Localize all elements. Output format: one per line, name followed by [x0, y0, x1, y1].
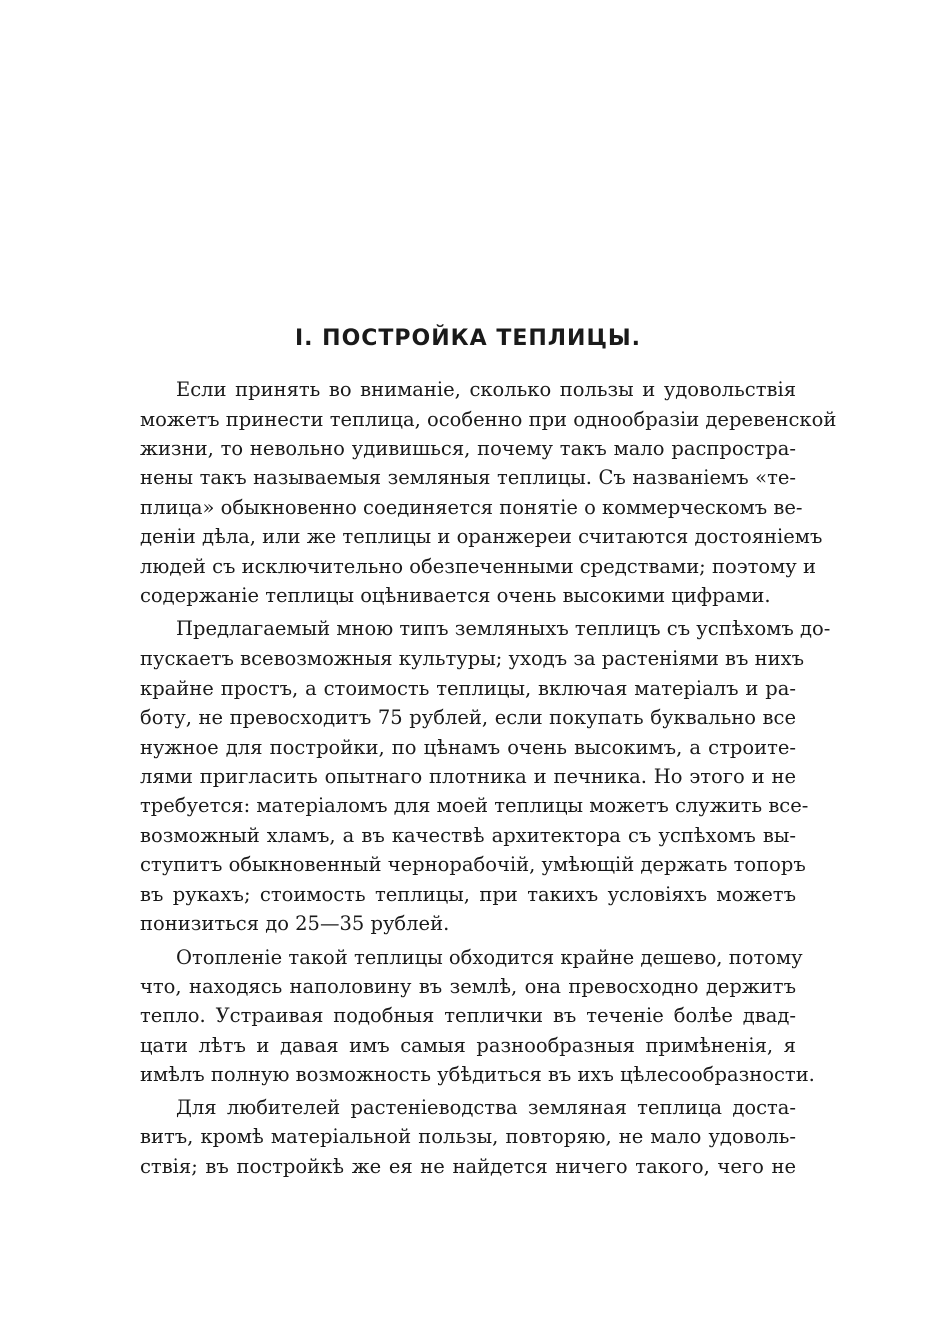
paragraph-1-line: людей съ исключительно обезпеченными средствами; поэтому и [140, 555, 816, 578]
paragraph-2-line: возможный хламъ, а въ качествѣ архитектора съ успѣхомъ вы- [140, 824, 796, 847]
paragraph-2-line: понизиться до 25—35 рублей. [140, 912, 450, 935]
paragraph-3-line: имѣлъ полную возможность убѣдиться въ ихъ цѣлесообразности. [140, 1063, 815, 1086]
paragraph-2-line: требуется: матеріаломъ для моей теплицы можетъ служить все- [140, 794, 809, 817]
paragraph-1-line: жизни, то невольно удивишься, почему такъ мало распростра- [140, 437, 796, 460]
paragraph-4-line: Для любителей растеніеводства земляная теплица доста- [176, 1096, 796, 1119]
paragraph-1-line: можетъ принести теплица, особенно при однообразіи деревенской [140, 408, 837, 431]
paragraph-3-line: цати лѣтъ и давая имъ самыя разнообразныя примѣненія, я [140, 1034, 796, 1057]
paragraph-2-line: въ рукахъ; стоимость теплицы, при такихъ условіяхъ можетъ [140, 883, 796, 906]
paragraph-4-line: витъ, кромѣ матеріальной пользы, повторяю, не мало удоволь- [140, 1125, 796, 1148]
paragraph-1-line: плица» обыкновенно соединяется понятіе о коммерческомъ ве- [140, 496, 803, 519]
paragraph-2-line: Предлагаемый мною типъ земляныхъ теплицъ съ успѣхомъ до- [176, 617, 831, 640]
paragraph-1-line: содержаніе теплицы оцѣнивается очень высокими цифрами. [140, 584, 771, 607]
paragraph-1-line: Если принять во вниманіе, сколько пользы и удовольствія [176, 378, 796, 401]
paragraph-1-line: деніи дѣла, или же теплицы и оранжереи считаются достояніемъ [140, 525, 823, 548]
paragraph-2-line: пускаетъ всевозможныя культуры; уходъ за растеніями въ нихъ [140, 647, 805, 670]
paragraph-2-line: лями пригласить опытнаго плотника и печника. Но этого и не [140, 765, 796, 788]
chapter-title: I. ПОСТРОЙКА ТЕПЛИЦЫ. [294, 326, 642, 351]
paragraph-3-line: тепло. Устраивая подобныя теплички въ теченіе болѣе двад- [140, 1004, 796, 1027]
paragraph-4-line: ствія; въ постройкѣ же ея не найдется ничего такого, чего не [140, 1155, 796, 1178]
paragraph-2-line: крайне простъ, а стоимость теплицы, включая матеріалъ и ра- [140, 677, 796, 700]
paragraph-3-line: что, находясь наполовину въ землѣ, она превосходно держитъ [140, 975, 796, 998]
paragraph-2-line: ступитъ обыкновенный чернорабочій, умѣющій держать топоръ [140, 853, 806, 876]
paragraph-2-line: боту, не превосходитъ 75 рублей, если покупать буквально все [140, 706, 796, 729]
paragraph-1-line: нены такъ называемыя земляныя теплицы. Съ названіемъ «те- [140, 466, 796, 489]
paragraph-2-line: нужное для постройки, по цѣнамъ очень высокимъ, а строите- [140, 736, 796, 759]
paragraph-3-line: Отопленіе такой теплицы обходится крайне дешево, потому [176, 946, 803, 969]
